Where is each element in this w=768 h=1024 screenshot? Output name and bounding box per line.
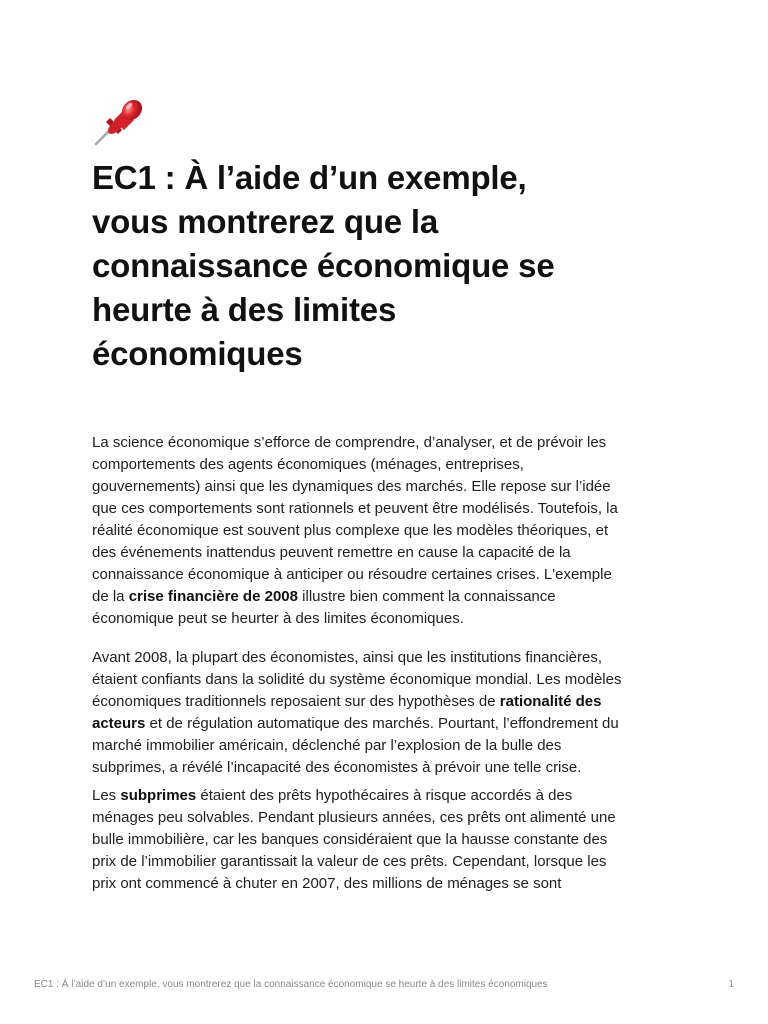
text-fragment: étaient des prêts hypothécaires à risque accordés à des	[196, 787, 573, 804]
text-fragment: Les	[92, 787, 121, 804]
text-line: Avant 2008, la plupart des économistes, ainsi que les institutions financières,	[92, 649, 603, 666]
text-line: subprimes, a révélé l’incapacité des économistes à prévoir une telle crise.	[92, 759, 582, 776]
text-line: La science économique s’efforce de comprendre, d’analyser, et de prévoir les	[92, 434, 607, 451]
bold-term: subprimes	[120, 787, 197, 804]
text-line: connaissance économique à anticiper ou résoudre certaines crises. L'exemple	[92, 566, 612, 583]
text-line: marché immobilier américain, déclenché par l’explosion de la bulle des	[92, 737, 562, 754]
text-line: que ces comportements sont rationnels et peuvent être modélisés. Toutefois, la	[92, 500, 618, 517]
page-title	[92, 156, 692, 376]
paragraph-introduction	[92, 432, 692, 630]
text-fragment: illustre bien comment la connaissance	[297, 588, 556, 605]
page-number: 1	[728, 979, 734, 990]
paragraph-subprimes	[92, 785, 692, 895]
text-line: bulle immobilière, car les banques considéraient que la hausse constante des	[92, 831, 608, 848]
text-line	[92, 586, 692, 608]
text-line: gouvernements) ainsi que les dynamiques des marchés. Elle repose sur l’idée	[92, 478, 611, 495]
title-line: économiques	[92, 335, 303, 372]
text-line	[92, 785, 692, 807]
text-line: comportements des agents économiques (ménages, entreprises,	[92, 456, 524, 473]
text-fragment: de la	[92, 588, 129, 605]
text-line: prix de l’immobilier garantissait la valeur de ces prêts. Cependant, lorsque les	[92, 853, 607, 870]
bold-term: crise financière de 2008	[128, 588, 298, 605]
title-line: EC1 : À l’aide d’un exemple,	[92, 159, 527, 196]
title-line: connaissance économique se	[92, 247, 555, 284]
pushpin-icon	[92, 96, 148, 148]
text-line: prix ont commencé à chuter en 2007, des millions de ménages se sont	[92, 875, 562, 892]
bold-term: rationalité des	[499, 693, 602, 710]
text-line: des événements inattendus peuvent remettre en cause la capacité de la	[92, 544, 571, 561]
text-line: réalité économique est souvent plus complexe que les modèles théoriques, et	[92, 522, 609, 539]
text-fragment: et de régulation automatique des marchés. Pourtant, l’effondrement du	[145, 715, 619, 732]
text-line: ménages peu solvables. Pendant plusieurs années, ces prêts ont alimenté une	[92, 809, 616, 826]
title-line: vous montrerez que la	[92, 203, 439, 240]
footer-title: EC1 : À l’aide d’un exemple, vous montrerez que la connaissance économique se heurte à des limites économiques	[34, 979, 548, 990]
text-line: étaient confiants dans la solidité du système économique mondial. Les modèles	[92, 671, 622, 688]
text-line	[92, 691, 692, 713]
paragraph-before-2008	[92, 647, 692, 779]
text-line: économique peut se heurter à des limites économiques.	[92, 610, 464, 627]
text-line	[92, 713, 692, 735]
title-line: heurte à des limites	[92, 291, 397, 328]
text-fragment: économiques traditionnels reposaient sur des hypothèses de	[92, 693, 500, 710]
bold-term: acteurs	[92, 715, 146, 732]
